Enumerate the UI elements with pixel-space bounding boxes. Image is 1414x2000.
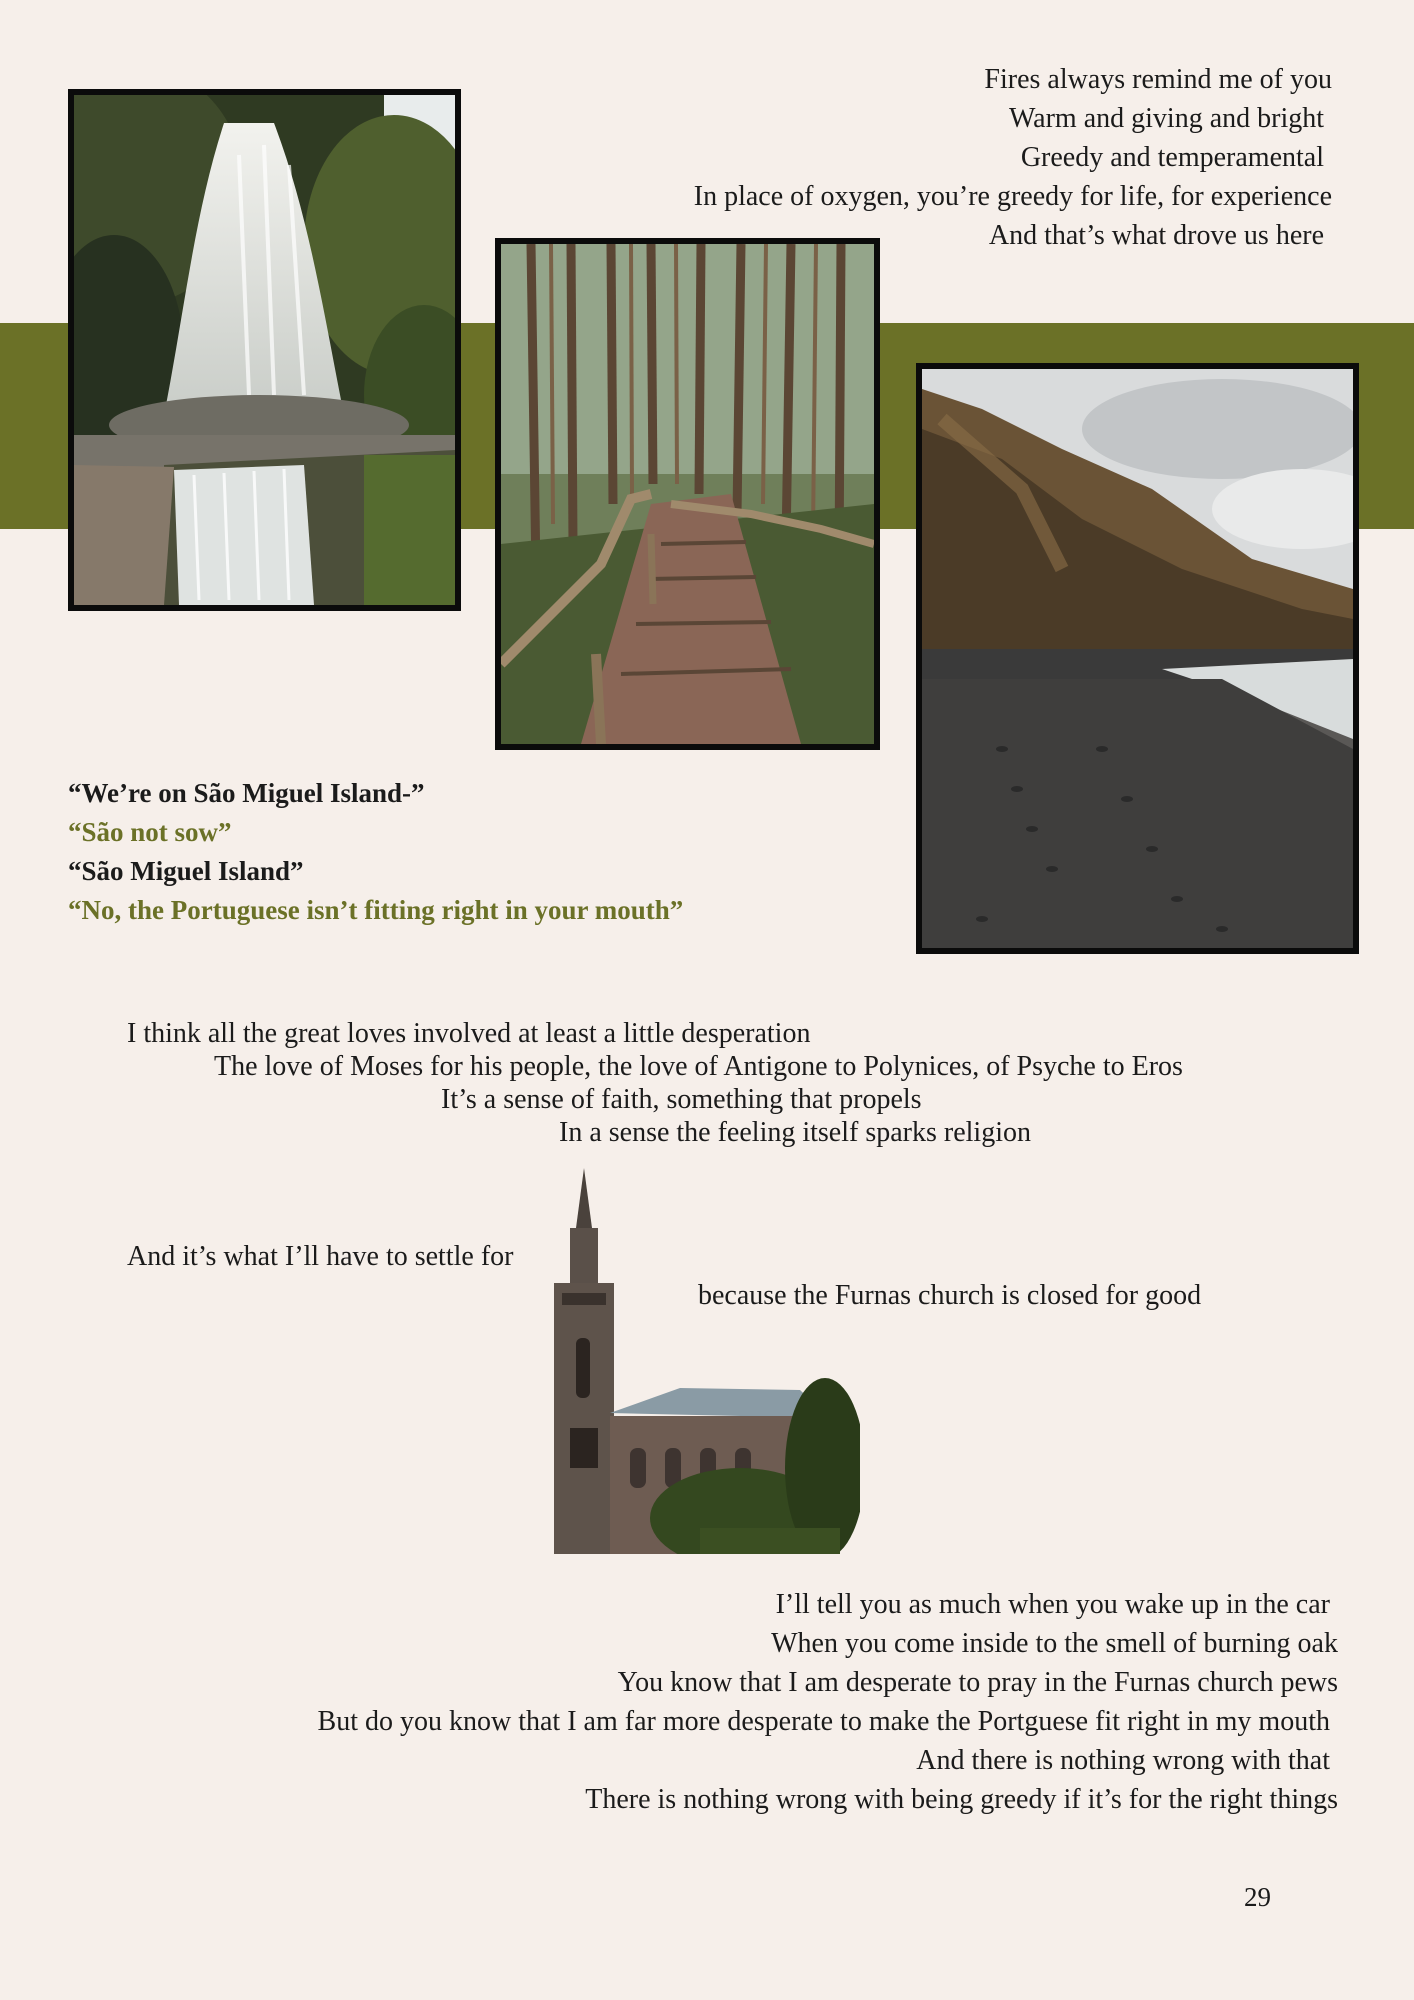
dialogue-line: “We’re on São Miguel Island-”	[68, 778, 425, 808]
poem-line: When you come inside to the smell of burning oak	[771, 1628, 1338, 1659]
poem-line: Greedy and temperamental	[1020, 142, 1324, 173]
settle-line: And it’s what I’ll have to settle for	[127, 1241, 514, 1272]
dialogue	[68, 774, 683, 930]
poem-line: In place of oxygen, you’re greedy for life, for experience	[693, 181, 1332, 212]
dialogue-line-reply: “São not sow”	[68, 817, 232, 847]
black-sand-beach-photo	[916, 363, 1359, 954]
poem-line: I’ll tell you as much when you wake up in the car	[775, 1589, 1330, 1620]
poem-line: It’s a sense of faith, something that propels	[441, 1084, 922, 1115]
poem-top	[694, 60, 1332, 255]
waterfall-photo	[68, 89, 461, 611]
church-line: because the Furnas church is closed for good	[698, 1280, 1202, 1311]
church-cutout	[540, 1168, 860, 1554]
poem-line: But do you know that I am far more desperate to make the Portguese fit right in my mouth	[317, 1706, 1330, 1737]
dialogue-line-reply: “No, the Portuguese isn’t fitting right in your mouth”	[68, 895, 684, 925]
poem-line: The love of Moses for his people, the love of Antigone to Polynices, of Psyche to Eros	[214, 1051, 1183, 1082]
poem-line: Warm and giving and bright	[1008, 103, 1324, 134]
poem-line: And that’s what drove us here	[988, 220, 1324, 251]
poem-line: In a sense the feeling itself sparks religion	[559, 1117, 1031, 1148]
poem-bottom	[318, 1585, 1338, 1819]
dialogue-line: “São Miguel Island”	[68, 856, 304, 886]
page-number: 29	[1244, 1882, 1271, 1912]
forest-trail-photo	[495, 238, 880, 750]
poem-line: And there is nothing wrong with that	[916, 1745, 1330, 1776]
poem-line: There is nothing wrong with being greedy if it’s for the right things	[585, 1784, 1338, 1815]
poem-line: I think all the great loves involved at least a little desperation	[127, 1018, 811, 1049]
poem-line: You know that I am desperate to pray in the Furnas church pews	[617, 1667, 1338, 1698]
poem-line: Fires always remind me of you	[984, 64, 1332, 95]
